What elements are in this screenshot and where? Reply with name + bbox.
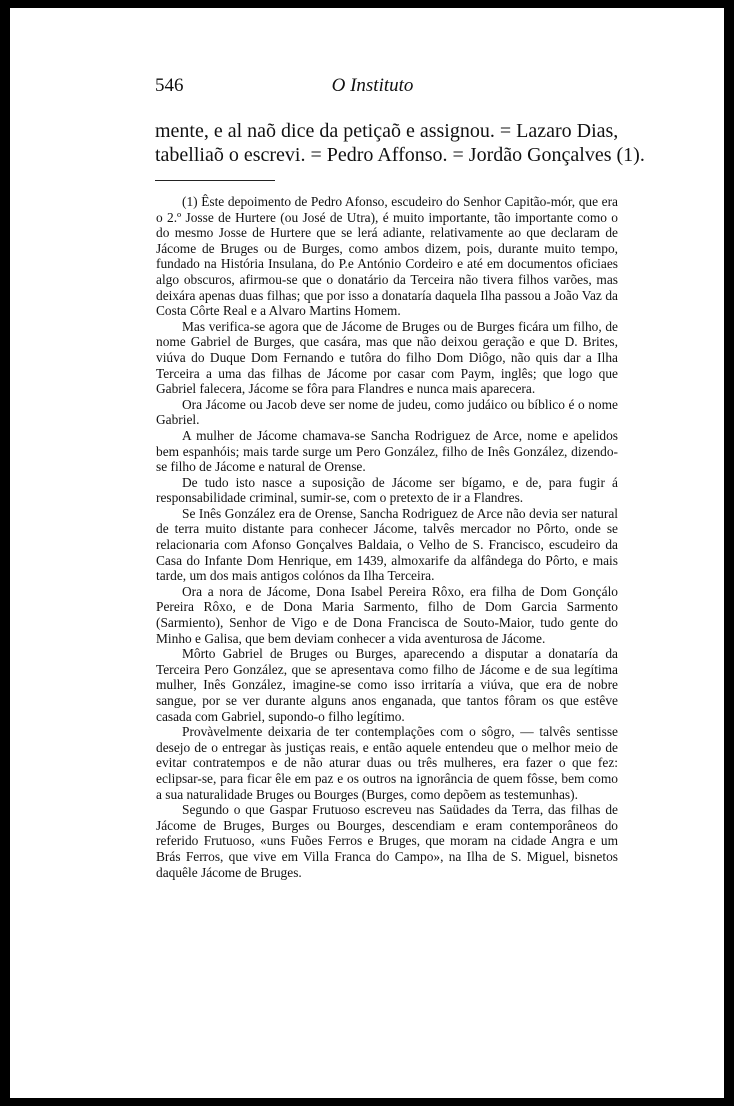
footnote-paragraph: Mas verifica-se agora que de Jácome de Bruges ou de Burges ficára um filho, de nome Gabriel de Burges, que casára, mas que não deixou geração e que D. Brites, viúva do Duque Dom Fernando e tutôra do filho Dom Diôgo, não quis dar a Ilha Terceira a uma das filhas de Jácome por casar com Paym, inglês; que logo que Gabriel falecera, Jácome se fôra para Flandres e nunca mais aparecera.: [156, 318, 618, 397]
book-page: [10, 8, 724, 1098]
footnote-paragraph: Segundo o que Gaspar Frutuoso escreveu nas Saüdades da Terra, das filhas de Jácome de Bruges, Burges ou Bourges, descendiam e eram contemporâneos do referido Frutuoso, «uns Fuões Ferros e Bruges, que moram na cidade Angra e um Brás Ferros, que vive em Villa Franca do Campo», na Ilha de S. Miguel, bisnetos daquêle Jácome de Bruges.: [156, 802, 618, 880]
footnote-paragraph: Provàvelmente deixaria de ter contemplações com o sôgro, — talvês sentisse desejo de o entregar às justiças reais, e então aquele entendeu que o melhor meio de evitar contratempos e de não aturar duas ou três mulheres, era fazer o que fez: eclipsar-se, para ficar êle em paz e os outros na ignorância de quem fôsse, bem como a sua naturalidade Bruges ou Bourges (Burges, como depõem as testemunhas).: [156, 724, 618, 802]
running-title: O Instituto: [331, 75, 414, 96]
main-text-line: mente, e al naõ dice da petiçaõ e assignou. = Lazaro Dias,: [155, 120, 619, 142]
footnote-paragraph: Ora Jácome ou Jacob deve ser nome de judeu, como judáico ou bíblico é o nome Gabriel.: [156, 396, 618, 428]
main-text-line: tabelliaõ o escrevi. = Pedro Affonso. = Jordão Gonçalves (1).: [155, 144, 645, 166]
page-number: 546: [155, 75, 184, 96]
footnote-paragraph: Môrto Gabriel de Bruges ou Burges, aparecendo a disputar a donataría da Terceira Pero González, que se apresentava como filho de Jácome e de sua legítima mulher, Inês González, imagine-se como isso irritaría a viúva, que era de nobre sangue, por se ver durante alguns anos enganada, que tantos fôram os que estêve casada com Gabriel, supondo-o filho legítimo.: [156, 646, 618, 724]
footnote-paragraph: (1) Êste depoimento de Pedro Afonso, escudeiro do Senhor Capitão-mór, que era o 2.º Josse de Hurtere (ou José de Utra), é muito importante, tão importante como o do mesmo Josse de Hurtere que se lerá adiante, relativamente ao que declaram de Jácome de Bruges ou de Burges, como ambos dizem, pois, durante muito tempo, fundado na História Insulana, do P.e António Cordeiro e até em documentos oficiaes algo obscuros, afirmou-se que o donatário da Terceira não tivera filhos varões, mas deixára apenas duas filhas; que por isso a donataría daquela Ilha passou a João Vaz da Costa Côrte Real e a Alvaro Martins Homem.: [156, 194, 618, 319]
footnote-separator: [155, 180, 275, 181]
page-header: [155, 75, 590, 105]
footnote-paragraph: De tudo isto nasce a suposição de Jácome ser bígamo, e de, para fugir á responsabilidade criminal, sumir-se, com o pretexto de ir a Flandres.: [156, 474, 618, 506]
footnote-paragraph: Ora a nora de Jácome, Dona Isabel Pereira Rôxo, era filha de Dom Gonçálo Pereira Rôxo, e de Dona Maria Sarmento, filho de Dom Garcia Sarmento (Sarmiento), Senhor de Vigo e de Dona Francisca de Souto-Maior, tudo gente do Minho e Galisa, que bem deviam conhecer a vida aventurosa de Jácome.: [156, 583, 618, 646]
footnote-paragraph: Se Inês González era de Orense, Sancha Rodriguez de Arce não devia ser natural de terra muito distante para conhecer Jácome, talvês mercador no Pôrto, onde se relacionaria com Afonso Gonçalves Baldaia, o Velho de S. Francisco, escudeiro da Casa do Infante Dom Henrique, em 1439, almoxarife da alfândega do Pôrto, e mais tarde, um dos mais antigos colónos da Ilha Terceira.: [156, 505, 618, 584]
footnote: [156, 194, 618, 880]
footnote-paragraph: A mulher de Jácome chamava-se Sancha Rodriguez de Arce, nome e apelidos bem espanhóis; mais tarde surge um Pero González, filho de Inês González, dizendo-se filho de Jácome e natural de Orense.: [156, 427, 618, 475]
main-text: [155, 119, 645, 167]
